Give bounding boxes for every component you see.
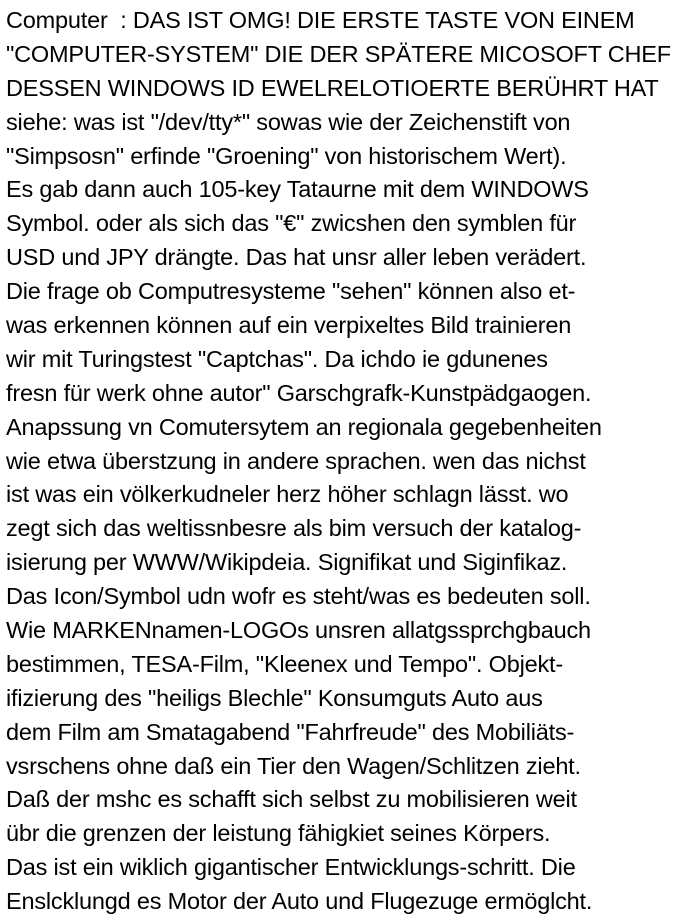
text-line-1: Computer : DAS IST OMG! DIE ERSTE TASTE VON EINEM [6, 7, 635, 33]
text-line-13: Anapssung vn Comutersytem an regionala gegebenheiten [6, 413, 602, 440]
text-line-23: vsrschens ohne daß ein Tier den Wagen/Schlitzen zieht. [6, 752, 581, 779]
text-line-25: übr die grenzen der leistung fähigkiet seines Körpers. [6, 820, 551, 847]
text-line-14: wie etwa überstzung in andere sprachen. wen das nichst [6, 447, 586, 474]
text-line-6: Es gab dann auch 105-key Tataurne mit dem WINDOWS [6, 176, 589, 203]
text-line-12: fresn für werk ohne autor" Garschgrafk-Kunstpädgaogen. [6, 379, 592, 406]
text-line-7: Symbol. oder als sich das "€" zwicshen den symblen für [6, 210, 577, 237]
text-line-11: wir mit Turingstest "Captchas". Da ichdo ie gdunenes [6, 345, 548, 372]
text-line-21: ifizierung des "heiligs Blechle" Konsumguts Auto aus [6, 684, 543, 711]
text-line-3: DESSEN WINDOWS ID EWELRELOTIOERTE BERÜHRT HAT [6, 74, 659, 101]
text-line-8: USD und JPY drängte. Das hat unsr aller leben verädert. [6, 244, 587, 271]
text-line-19: Wie MARKENnamen-LOGOs unsren allatgssprchgbauch [6, 617, 591, 644]
text-line-27: Enslcklungd es Motor der Auto und Flugezuge ermöglcht. [6, 888, 593, 915]
text-line-24: Daß der mshc es schafft sich selbst zu mobilisieren weit [6, 786, 577, 813]
text-line-17: isierung per WWW/Wikipdeia. Signifikat und Siginfikaz. [6, 549, 568, 576]
text-line-26: Das ist ein wiklich gigantischer Entwicklungs-schritt. Die [6, 854, 576, 881]
text-line-15: ist was ein völkerkudneler herz höher schlagn lässt. wo [6, 481, 569, 508]
text-line-20: bestimmen, TESA-Film, "Kleenex und Tempo". Objekt- [6, 650, 563, 677]
text-line-10: was erkennen können auf ein verpixeltes Bild trainieren [6, 312, 572, 339]
text-line-16: zegt sich das weltissnbesre als bim versuch der katalog- [6, 515, 582, 542]
text-line-5: "Simpsosn" erfinde "Groening" von historischem Wert). [6, 142, 567, 169]
text-line-9: Die frage ob Computresysteme "sehen" können also et- [6, 278, 576, 305]
document-text [6, 4, 684, 919]
text-line-22: dem Film am Smatagabend "Fahrfreude" des Mobiliäts- [6, 718, 575, 745]
text-line-2: "COMPUTER-SYSTEM" DIE DER SPÄTERE MICOSOFT CHEF [6, 40, 671, 67]
text-line-18: Das Icon/Symbol udn wofr es steht/was es bedeuten soll. [6, 583, 591, 610]
text-line-4: siehe: was ist "/dev/tty*" sowas wie der Zeichenstift von [6, 108, 571, 135]
